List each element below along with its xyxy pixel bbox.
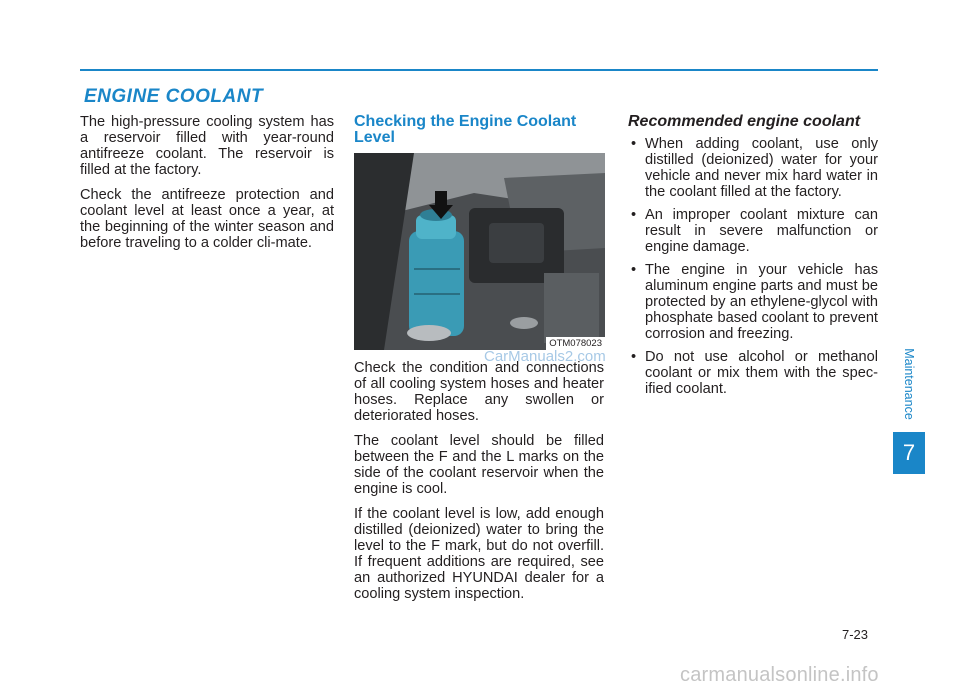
recommended-column (628, 114, 878, 404)
intro-paragraph: The high-pressure cooling system has a reservoir filled with year-round antifreeze coolant. The reservoir is filled at the factory. (80, 114, 334, 178)
bullet-glyph: • (631, 262, 637, 278)
chapter-tab: 7 (893, 432, 925, 474)
page-number: 7-23 (842, 627, 869, 642)
intro-column (80, 114, 334, 260)
checking-paragraph: If the coolant level is low, add enough distilled (deionized) water to bring the level to the F mark, but do not overfill. If frequent additions are required, see an authorized HYUNDAI dealer for a cooling system inspection. (354, 506, 604, 602)
figure-code: OTM078023 (546, 337, 605, 350)
checking-paragraph: Check the condition and connections of all cooling system hoses and heater hoses. Replace any swollen or deteriorated hoses. (354, 360, 604, 424)
engine-bay-illustration (354, 153, 605, 350)
list-item (628, 207, 878, 255)
section-title: ENGINE COOLANT (84, 86, 264, 107)
recommended-heading: Recommended engine coolant (628, 113, 861, 130)
list-item-text: When adding coolant, use only distilled (deionized) water for your vehicle and never mix hard water in the coolant filled at the factory. (645, 136, 878, 200)
list-item (628, 136, 878, 200)
bullet-glyph: • (631, 136, 637, 152)
list-item (628, 262, 878, 342)
checking-paragraph: The coolant level should be filled between the F and the L marks on the side of the coolant reservoir when the engine is cool. (354, 433, 604, 497)
footer-watermark: carmanualsonline.info (680, 664, 879, 686)
list-item-text: Do not use alcohol or methanol coolant or mix them with the spec-ified coolant. (645, 349, 878, 397)
top-rule (80, 69, 878, 71)
list-item (628, 349, 878, 397)
chapter-name: Maintenance (902, 348, 916, 420)
checking-heading: Checking the Engine Coolant Level (354, 113, 577, 146)
bullet-glyph: • (631, 207, 637, 223)
recommended-list (628, 136, 878, 397)
list-item-text: An improper coolant mixture can result in severe malfunction or engine damage. (645, 207, 878, 255)
intro-paragraph: Check the antifreeze protection and coolant level at least once a year, at the beginning of the winter season and before traveling to a colder cli-mate. (80, 187, 334, 251)
bullet-glyph: • (631, 349, 637, 365)
list-item-text: The engine in your vehicle has aluminum engine parts and must be protected by an ethylene-glycol with phosphate based coolant to prevent corrosion and freezing. (645, 262, 878, 342)
coolant-reservoir-photo (354, 153, 605, 350)
chapter-side-label (893, 340, 925, 428)
watermark-text: CarManuals2.com (484, 348, 606, 365)
